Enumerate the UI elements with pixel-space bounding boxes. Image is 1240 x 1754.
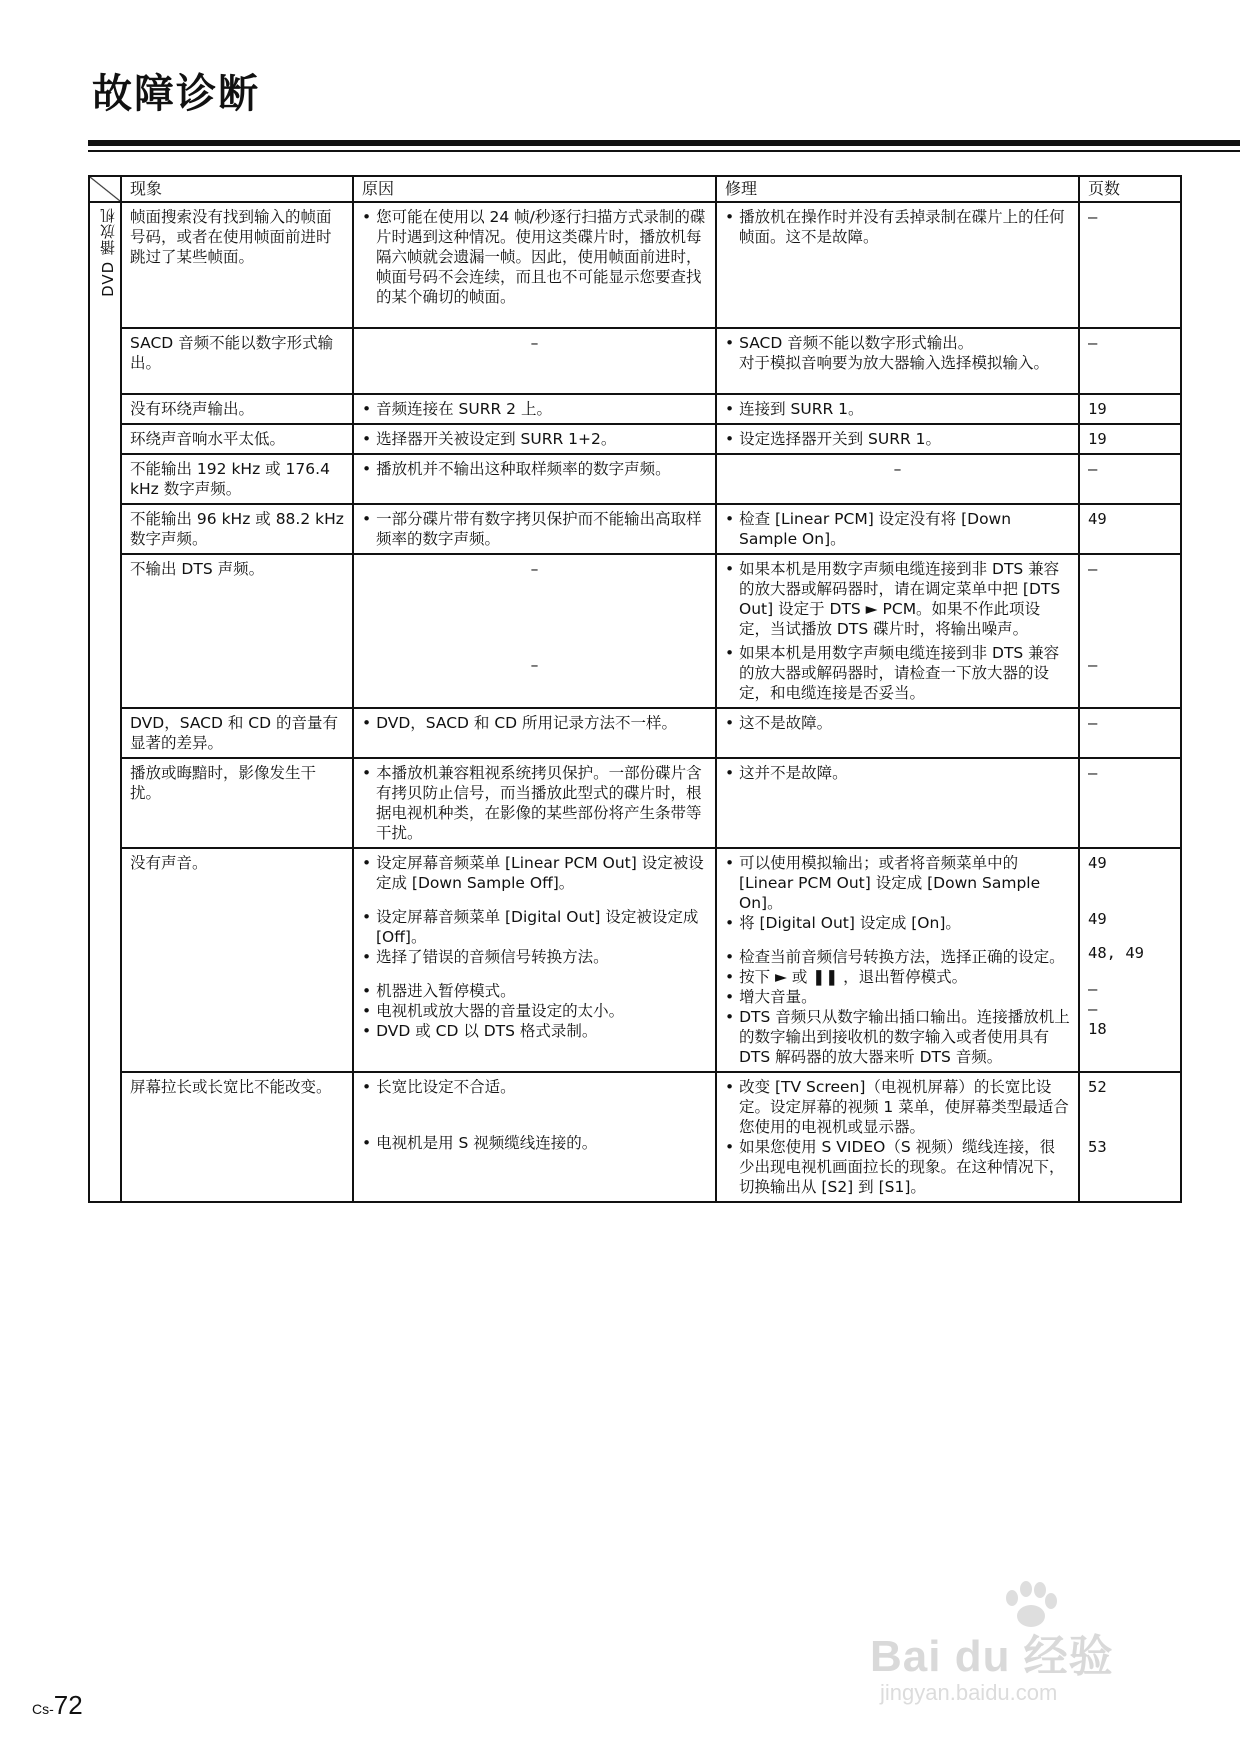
symptom-cell: 播放或晦黯时，影像发生干扰。 [121, 758, 353, 848]
cause-item: • 电视机或放大器的音量设定的太小。 [362, 1001, 707, 1021]
remedy-item: • 检查当前音频信号转换方法，选择正确的设定。 [725, 947, 1070, 967]
cause-item: • 设定屏幕音频菜单 [Linear PCM Out] 设定被设定成 [Down Sample Off]。 [362, 853, 707, 893]
header-symptom: 现象 [121, 176, 353, 202]
page-cell: – [1079, 328, 1181, 394]
remedy-cell [716, 328, 1079, 394]
page-number [32, 1690, 83, 1721]
cause-cell [353, 708, 716, 758]
remedy-cell [716, 1072, 1079, 1202]
remedy-item: • 按下 ► 或 ❚❚ ，退出暂停模式。 [725, 967, 1070, 987]
remedy-cell [716, 504, 1079, 554]
page-ref: – [1088, 980, 1098, 998]
remedy-item: • 如果本机是用数字声频电缆连接到非 DTS 兼容的放大器或解码器时，请检查一下放大器的设定，和电缆连接是否妥当。 [725, 643, 1070, 703]
remedy-cell [716, 758, 1079, 848]
cause-item: • DVD 或 CD 以 DTS 格式录制。 [362, 1021, 707, 1041]
table-row [89, 708, 1181, 758]
cause-dash: – [530, 560, 539, 578]
cause-item: • 一部分碟片带有数字拷贝保护而不能输出高取样频率的数字声频。 [362, 509, 707, 549]
table-row [89, 758, 1181, 848]
side-category-label: DVD 播放机 [99, 207, 117, 297]
symptom-cell: 屏幕拉长或长宽比不能改变。 [121, 1072, 353, 1202]
remedy-cell [716, 554, 1079, 708]
page-cell: – [1079, 708, 1181, 758]
table-row [89, 202, 1181, 328]
cause-item: • DVD，SACD 和 CD 所用记录方法不一样。 [362, 713, 707, 733]
remedy-cell [716, 424, 1079, 454]
table-row [89, 1072, 1181, 1202]
page-ref: 49 [1088, 910, 1107, 928]
side-category-cell [89, 202, 121, 1202]
table-row [89, 454, 1181, 504]
remedy-cell [716, 394, 1079, 424]
table-row [89, 848, 1181, 1072]
remedy-item: • 改变 [TV Screen]（电视机屏幕）的长宽比设定。设定屏幕的视频 1 菜单，使屏幕类型最适合您使用的电视机或显示器。 [725, 1077, 1070, 1137]
symptom-cell: 不输出 DTS 声频。 [121, 554, 353, 708]
remedy-item: • 播放机在操作时并没有丢掉录制在碟片上的任何帧面。这不是故障。 [725, 207, 1070, 247]
remedy-subtext: 对于模拟音响要为放大器输入选择模拟输入。 [739, 354, 1050, 372]
page-cell [1079, 1072, 1181, 1202]
cause-cell [353, 848, 716, 1072]
page-ref: 48, 49 [1088, 944, 1144, 962]
header-page: 页数 [1079, 176, 1181, 202]
header-remedy: 修理 [716, 176, 1079, 202]
cause-cell [353, 394, 716, 424]
watermark-main-text: Bai du 经验 [870, 1632, 1114, 1681]
cause-cell [353, 758, 716, 848]
symptom-cell: 不能输出 192 kHz 或 176.4 kHz 数字声频。 [121, 454, 353, 504]
cause-item: • 选择了错误的音频信号转换方法。 [362, 947, 707, 967]
remedy-item: • 检查 [Linear PCM] 设定没有将 [Down Sample On]。 [725, 509, 1070, 549]
page-ref: 52 [1088, 1078, 1107, 1096]
watermark [870, 1580, 1170, 1710]
page-number-value: 72 [53, 1690, 83, 1720]
remedy-item: • 设定选择器开关到 SURR 1。 [725, 429, 1070, 449]
cause-cell [353, 504, 716, 554]
cause-cell [353, 424, 716, 454]
remedy-cell [716, 708, 1079, 758]
symptom-cell: 环绕声音响水平太低。 [121, 424, 353, 454]
remedy-item: • SACD 音频不能以数字形式输出。 [725, 333, 1070, 353]
cause-item: • 电视机是用 S 视频缆线连接的。 [362, 1133, 707, 1153]
cause-cell [353, 1072, 716, 1202]
title-rule-thin [88, 150, 1240, 152]
remedy-item: • 连接到 SURR 1。 [725, 399, 1070, 419]
cause-item: • 长宽比设定不合适。 [362, 1077, 707, 1097]
cause-cell: – [353, 328, 716, 394]
page-ref: – [1088, 1000, 1098, 1018]
troubleshooting-table [88, 175, 1182, 1203]
table-row [89, 328, 1181, 394]
page-title: 故障诊断 [92, 71, 260, 117]
page-cell [1079, 554, 1181, 708]
page-ref: 49 [1088, 854, 1107, 872]
cause-cell [353, 554, 716, 708]
page-cell: 19 [1079, 394, 1181, 424]
symptom-cell: 没有环绕声输出。 [121, 394, 353, 424]
page-cell [1079, 848, 1181, 1072]
cause-item: • 音频连接在 SURR 2 上。 [362, 399, 707, 419]
page-ref: 53 [1088, 1138, 1107, 1156]
page-number-prefix: Cs- [32, 1701, 54, 1717]
page-cell: 49 [1079, 504, 1181, 554]
remedy-item: • 增大音量。 [725, 987, 1070, 1007]
symptom-cell: 没有声音。 [121, 848, 353, 1072]
page-cell: – [1079, 202, 1181, 328]
remedy-item: • DTS 音频只从数字输出插口输出。连接播放机上的数字输出到接收机的数字输入或者使用具有 DTS 解码器的放大器来听 DTS 音频。 [725, 1007, 1070, 1067]
header-diagonal-cell [89, 176, 121, 202]
symptom-cell: DVD，SACD 和 CD 的音量有显著的差异。 [121, 708, 353, 758]
cause-item: • 您可能在使用以 24 帧/秒逐行扫描方式录制的碟片时遇到这种情况。使用这类碟片时，播放机每隔六帧就会遗漏一帧。因此，使用帧面前进时，帧面号码不会连续，而且也不可能显示您要查找的某个确切的帧面。 [362, 207, 707, 307]
page-cell: – [1079, 758, 1181, 848]
symptom-cell: 帧面搜索没有找到输入的帧面号码，或者在使用帧面前进时跳过了某些帧面。 [121, 202, 353, 328]
remedy-item: • 将 [Digital Out] 设定成 [On]。 [725, 913, 1070, 933]
watermark-url-text: jingyan.baidu.com [880, 1680, 1058, 1705]
page-ref: – [1088, 560, 1098, 578]
cause-item: • 机器进入暂停模式。 [362, 981, 707, 1001]
table-row [89, 554, 1181, 708]
remedy-item: • 这不是故障。 [725, 713, 1070, 733]
remedy-cell: – [716, 454, 1079, 504]
remedy-cell [716, 848, 1079, 1072]
remedy-item: • 这并不是故障。 [725, 763, 1070, 783]
table-row [89, 424, 1181, 454]
remedy-item: • 可以使用模拟输出；或者将音频菜单中的 [Linear PCM Out] 设定成 [Down Sample On]。 [725, 853, 1070, 913]
page-ref: 18 [1088, 1020, 1107, 1038]
cause-item: • 本播放机兼容粗视系统拷贝保护。一部份碟片含有拷贝防止信号，而当播放此型式的碟片时，根据电视机种类，在影像的某些部份将产生条带等干扰。 [362, 763, 707, 843]
cause-cell [353, 202, 716, 328]
header-cause: 原因 [353, 176, 716, 202]
cause-cell [353, 454, 716, 504]
cause-item: • 设定屏幕音频菜单 [Digital Out] 设定被设定成 [Off]。 [362, 907, 707, 947]
table-row [89, 394, 1181, 424]
remedy-cell [716, 202, 1079, 328]
title-rule-thick [88, 140, 1240, 146]
cause-item: • 播放机并不输出这种取样频率的数字声频。 [362, 459, 707, 479]
page-ref: – [1088, 656, 1098, 674]
symptom-cell: SACD 音频不能以数字形式输出。 [121, 328, 353, 394]
page-cell: 19 [1079, 424, 1181, 454]
table-header-row [89, 176, 1181, 202]
remedy-item: • 如果您使用 S VIDEO（S 视频）缆线连接，很少出现电视机画面拉长的现象。在这种情况下，切换输出从 [S2] 到 [S1]。 [725, 1137, 1070, 1197]
page-cell: – [1079, 454, 1181, 504]
remedy-item: • 如果本机是用数字声频电缆连接到非 DTS 兼容的放大器或解码器时，请在调定菜单中把 [DTS Out] 设定于 DTS ► PCM。如果不作此项设定，当试播放 DTS 碟片时，将输出噪声。 [725, 559, 1070, 639]
table-row [89, 504, 1181, 554]
cause-item: • 选择器开关被设定到 SURR 1+2。 [362, 429, 707, 449]
cause-dash: – [530, 656, 539, 674]
symptom-cell: 不能输出 96 kHz 或 88.2 kHz 数字声频。 [121, 504, 353, 554]
